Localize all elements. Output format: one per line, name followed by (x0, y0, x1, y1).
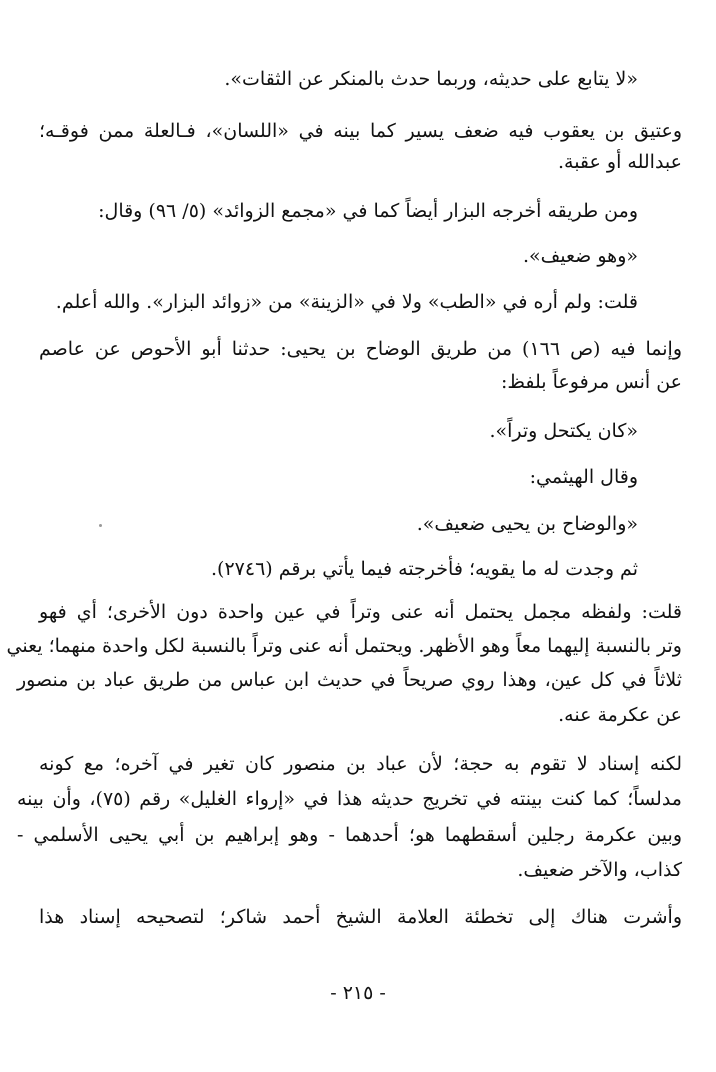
text-line-19: وبين عكرمة رجلين أسقطهما هو؛ أحدهما - وهو إبراهيم بن أبي يحيى الأسلمي - (17, 824, 682, 846)
text-line-3: عبدالله أو عقبة. (557, 151, 682, 173)
text-line-15: ثلاثاً في كل عين، وهذا روي صريحاً في حديث ابن عباس من طريق عباد بن منصور (17, 669, 682, 691)
text-line-14: وتر بالنسبة إليهما معاً وهو الأظهر. ويحتمل أنه عنى وتراً بالنسبة لكل واحدة منهما؛ يعني (6, 635, 682, 657)
text-line-21: وأشرت هناك إلى تخطئة العلامة الشيخ أحمد شاكر؛ لتصحيحه إسناد هذا (39, 906, 682, 928)
page-number: - ٢١٥ - (330, 982, 386, 1004)
text-line-13: قلت: ولفظه مجمل يحتمل أنه عنى وتراً في عين واحدة دون الأخرى؛ أي فهو (39, 601, 682, 623)
text-line-2: وعتيق بن يعقوب فيه ضعف يسير كما بينه في «اللسان»، فـالعلة ممن فوقـه؛ (39, 120, 682, 142)
text-line-9: «كان يكتحل وتراً». (489, 420, 638, 442)
text-line-10: وقال الهيثمي: (529, 466, 638, 488)
text-line-11: «والوضاح بن يحيى ضعيف». (416, 513, 638, 535)
text-line-16: عن عكرمة عنه. (558, 704, 682, 726)
text-line-5: «وهو ضعيف». (522, 245, 638, 267)
scan-speck (99, 524, 102, 527)
text-line-18: مدلساً؛ كما كنت بينته في تخريج حديثه هذا في «إرواء الغليل» رقم (٧٥)، وأن بينه (17, 788, 682, 810)
text-line-6: قلت: ولم أره في «الطب» ولا في «الزينة» من «زوائد البزار». والله أعلم. (55, 291, 638, 313)
text-line-17: لكنه إسناد لا تقوم به حجة؛ لأن عباد بن منصور كان تغير في آخره؛ مع كونه (39, 753, 682, 775)
text-line-4: ومن طريقه أخرجه البزار أيضاً كما في «مجمع الزوائد» (٥/ ٩٦) وقال: (98, 200, 638, 222)
text-line-8: عن أنس مرفوعاً بلفظ: (500, 371, 682, 393)
text-line-12: ثم وجدت له ما يقويه؛ فأخرجته فيما يأتي برقم (٢٧٤٦). (211, 558, 638, 580)
text-line-7: وإنما فيه (ص ١٦٦) من طريق الوضاح بن يحيى: حدثنا أبو الأحوص عن عاصم (39, 338, 682, 360)
text-line-20: كذاب، والآخر ضعيف. (517, 859, 682, 881)
text-line-1: «لا يتابع على حديثه، وربما حدث بالمنكر عن الثقات». (224, 68, 638, 90)
